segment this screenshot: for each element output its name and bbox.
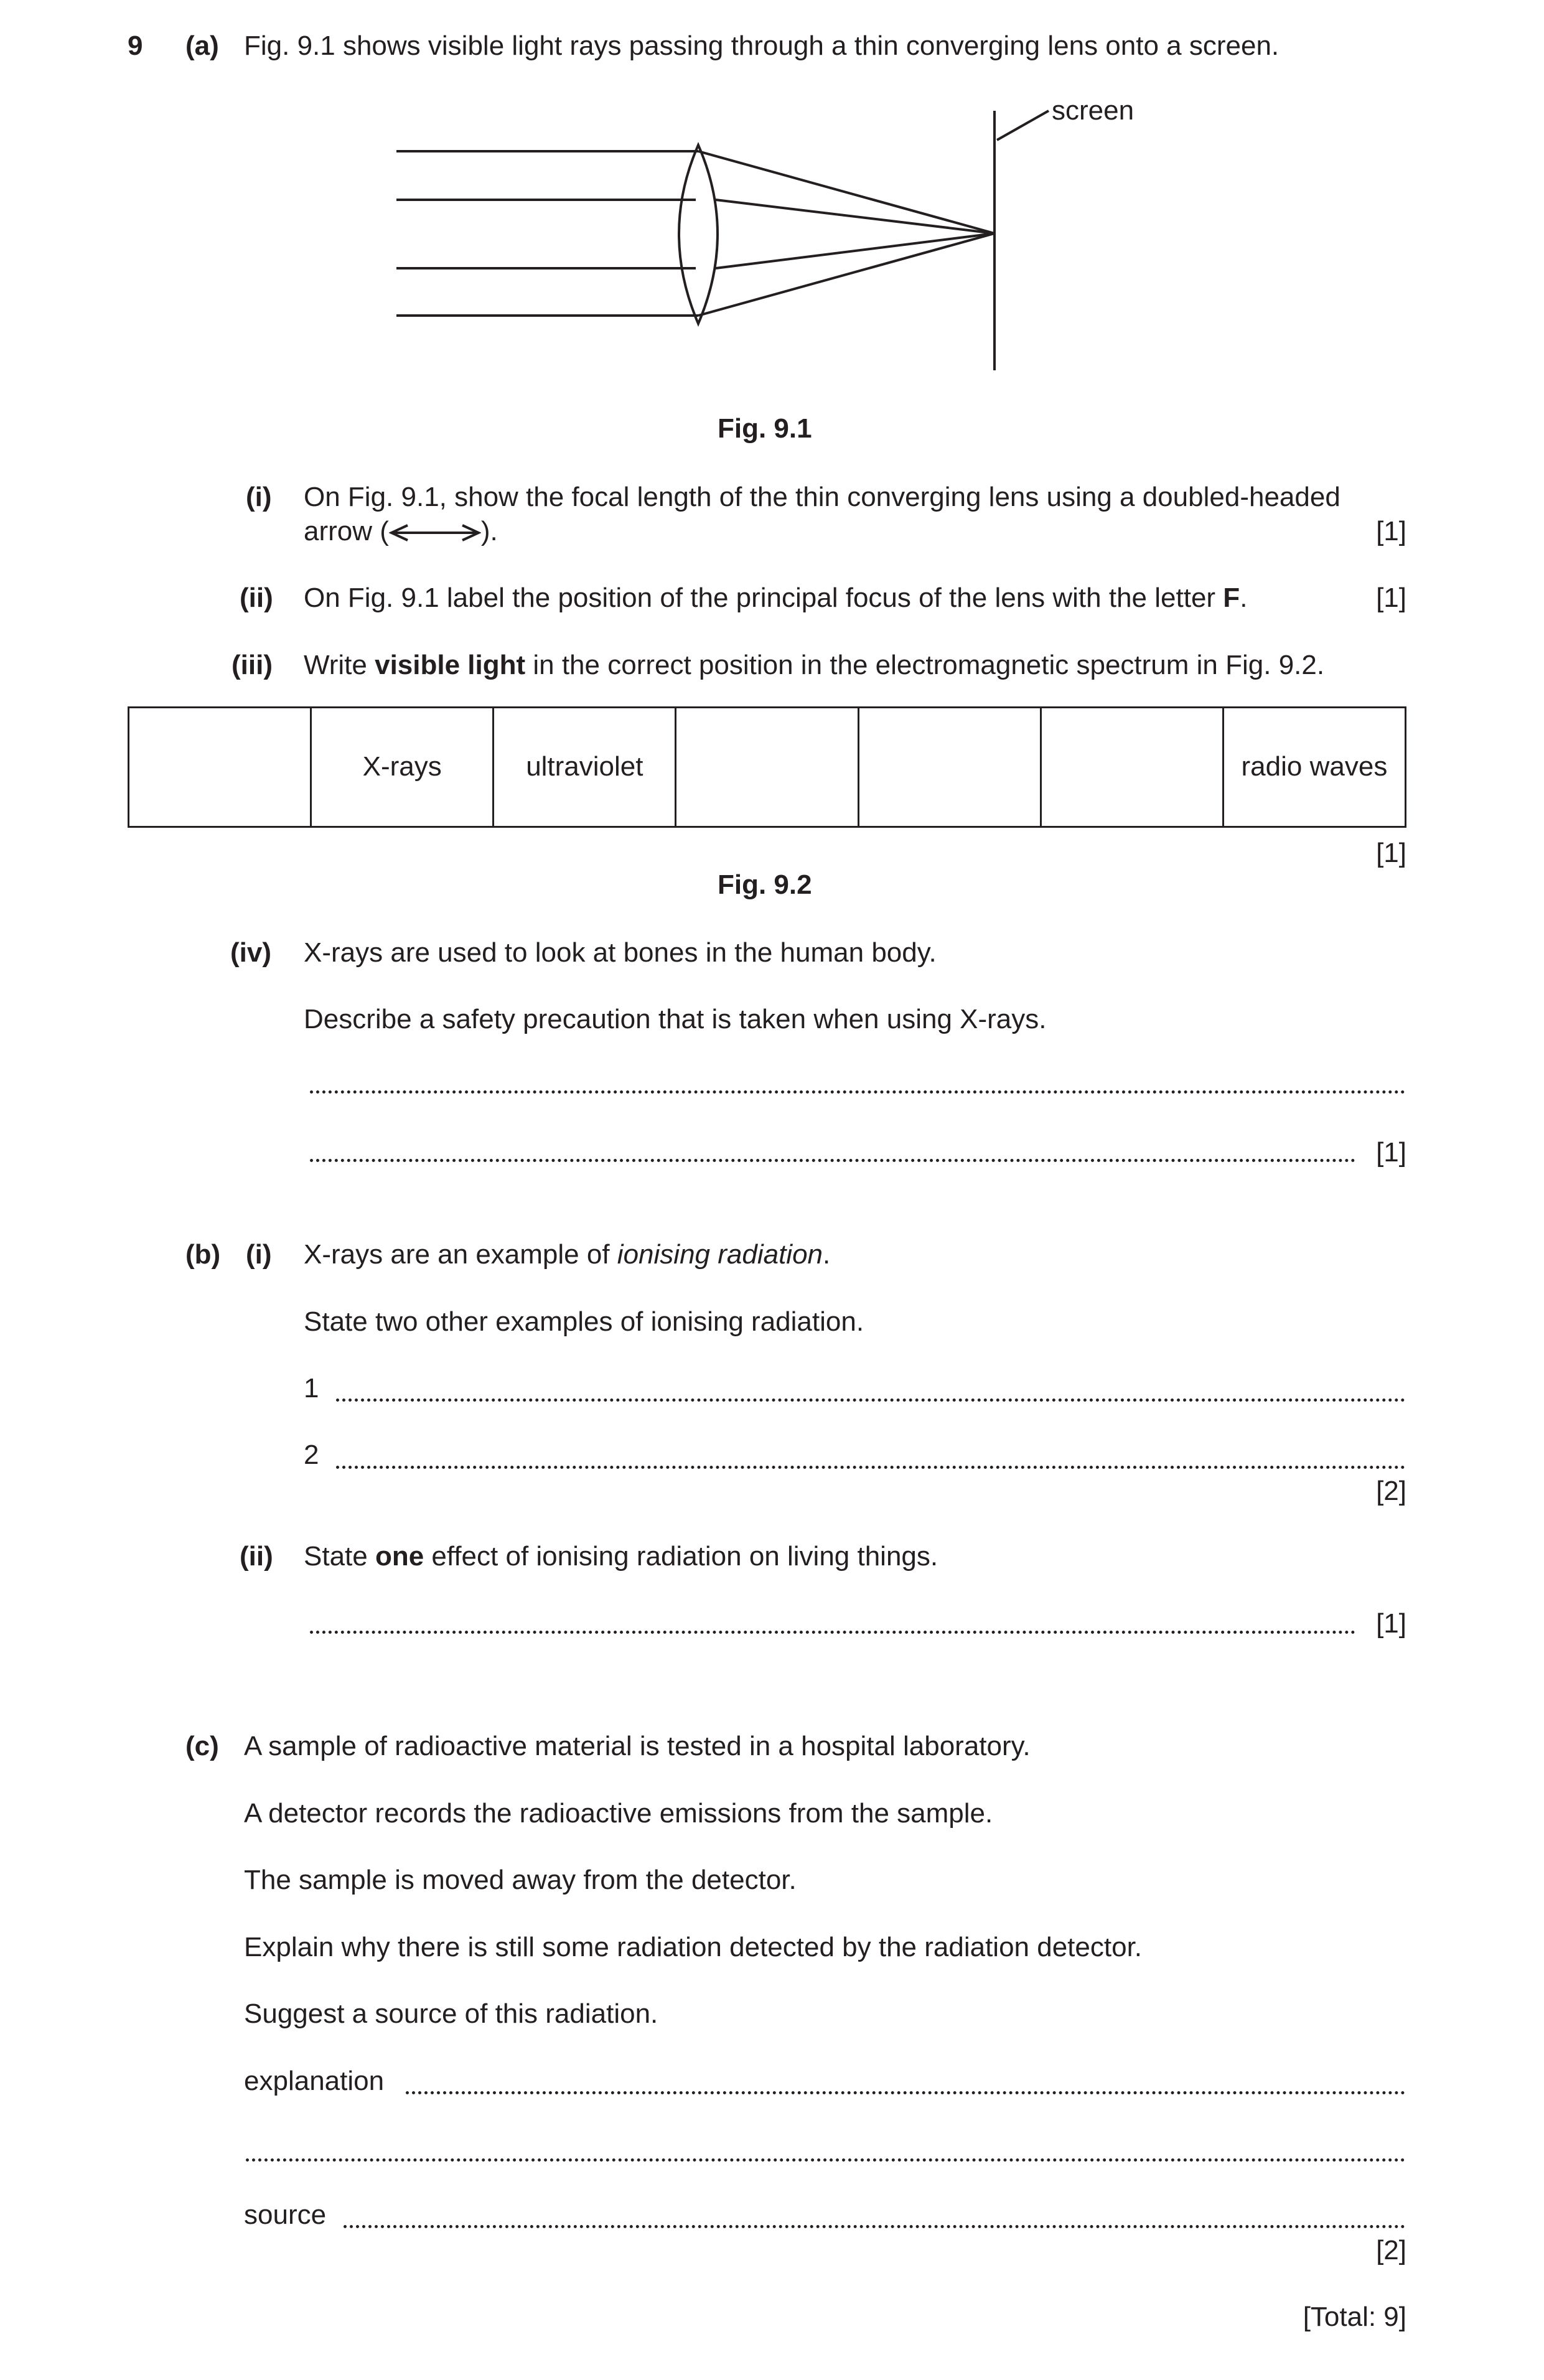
part-b-i-text-start: X-rays are an example of [304, 1239, 617, 1270]
spectrum-cell-4[interactable] [676, 708, 858, 827]
part-b-ii-label: (ii) [240, 1541, 273, 1572]
part-c-explanation-label: explanation [244, 2066, 385, 2096]
part-c-line5: Suggest a source of this radiation. [244, 1998, 658, 2029]
part-b-i-num2: 2 [304, 1440, 319, 1470]
part-a-iii-mark: [1] [1376, 838, 1406, 868]
part-a-iv-line2: Describe a safety precaution that is taken when using X-rays. [304, 1004, 1047, 1034]
part-b-i-text-italic: ionising radiation [617, 1239, 823, 1270]
part-a-iv-mark: [1] [1376, 1137, 1406, 1168]
part-a-ii-label: (ii) [240, 583, 273, 613]
question-total: [Total: 9] [1303, 2302, 1406, 2332]
electromagnetic-spectrum-table [128, 706, 1406, 828]
part-a-i-line2-end: ). [480, 516, 498, 546]
answer-line-c-explanation-1[interactable] [406, 2091, 1405, 2094]
screen-label: screen [1052, 95, 1135, 126]
part-b-i-label: (i) [246, 1239, 272, 1270]
answer-line-a-iv-1[interactable] [310, 1090, 1405, 1094]
answer-line-b-i-1[interactable] [336, 1398, 1405, 1402]
part-a-iv-label: (iv) [230, 937, 271, 968]
screen-leader-line [997, 111, 1049, 140]
part-a-iv-line1: X-rays are used to look at bones in the human body. [304, 937, 937, 968]
part-b-label: (b) [185, 1239, 221, 1270]
part-a-ii-text [304, 582, 1247, 615]
part-a-ii-text-bold: F [1223, 583, 1240, 613]
part-a-ii-text-end: . [1240, 583, 1248, 613]
answer-line-b-ii[interactable] [310, 1631, 1355, 1634]
part-a-i-mark: [1] [1376, 516, 1406, 546]
part-a-iii-text-start: Write [304, 650, 375, 680]
part-a-iii-text [304, 649, 1324, 682]
part-a-iii-text-end: in the correct position in the electromagnetic spectrum in Fig. 9.2. [525, 650, 1325, 680]
fig-9-2-caption: Fig. 9.2 [718, 869, 812, 900]
part-c-line1: A sample of radioactive material is tested in a hospital laboratory. [244, 1731, 1031, 1761]
answer-line-b-i-2[interactable] [336, 1466, 1405, 1469]
lens-ray-diagram [0, 0, 1544, 436]
spectrum-row [129, 708, 1406, 827]
part-b-i-num1: 1 [304, 1373, 319, 1403]
spectrum-cell-6[interactable] [1041, 708, 1223, 827]
part-b-i-text [304, 1239, 830, 1272]
part-c-source-label: source [244, 2200, 327, 2230]
part-c-line3: The sample is moved away from the detector. [244, 1865, 797, 1895]
spectrum-cell-2: X-rays [311, 708, 494, 827]
part-a-intro: Fig. 9.1 shows visible light rays passing through a thin converging lens onto a screen. [244, 30, 1280, 61]
part-b-i-line2: State two other examples of ionising radiation. [304, 1306, 864, 1337]
ray-3-refracted [716, 233, 994, 268]
converging-lens [679, 145, 718, 324]
part-a-i-line2-start: arrow ( [304, 516, 389, 546]
part-a-iii-text-bold: visible light [375, 650, 526, 680]
spectrum-cell-5[interactable] [858, 708, 1041, 827]
part-c-label: (c) [185, 1731, 219, 1761]
part-b-ii-text [304, 1540, 938, 1573]
part-c-mark: [2] [1376, 2235, 1406, 2265]
spectrum-cell-1[interactable] [129, 708, 311, 827]
spectrum-cell-7: radio waves [1223, 708, 1405, 827]
double-headed-arrow-icon [389, 523, 481, 542]
ray-4-refracted [698, 233, 994, 316]
part-b-ii-text-start: State [304, 1541, 375, 1572]
part-b-ii-text-bold: one [375, 1541, 424, 1572]
spectrum-cell-3: ultraviolet [494, 708, 676, 827]
part-b-ii-text-end: effect of ionising radiation on living things. [424, 1541, 938, 1572]
ray-2-refracted [716, 200, 994, 233]
part-a-iii-label: (iii) [232, 650, 273, 680]
part-c-line4: Explain why there is still some radiation detected by the radiation detector. [244, 1932, 1143, 1962]
part-b-i-text-end: . [823, 1239, 831, 1270]
ray-1-refracted [698, 151, 994, 233]
part-a-i-line2 [304, 515, 498, 548]
part-c-line2: A detector records the radioactive emissions from the sample. [244, 1798, 993, 1829]
fig-9-1-caption: Fig. 9.1 [718, 413, 812, 444]
part-a-ii-text-start: On Fig. 9.1 label the position of the principal focus of the lens with the letter [304, 583, 1224, 613]
part-b-i-mark: [2] [1376, 1476, 1406, 1506]
part-a-label: (a) [185, 30, 219, 61]
part-b-ii-mark: [1] [1376, 1608, 1406, 1639]
answer-line-c-source[interactable] [344, 2225, 1405, 2228]
part-a-i-label: (i) [246, 482, 272, 512]
answer-line-c-explanation-2[interactable] [246, 2158, 1405, 2162]
answer-line-a-iv-2[interactable] [310, 1159, 1355, 1162]
part-a-ii-mark: [1] [1376, 583, 1406, 613]
question-number: 9 [128, 30, 143, 61]
part-a-i-line1: On Fig. 9.1, show the focal length of the thin converging lens using a doubled-headed [304, 482, 1340, 512]
